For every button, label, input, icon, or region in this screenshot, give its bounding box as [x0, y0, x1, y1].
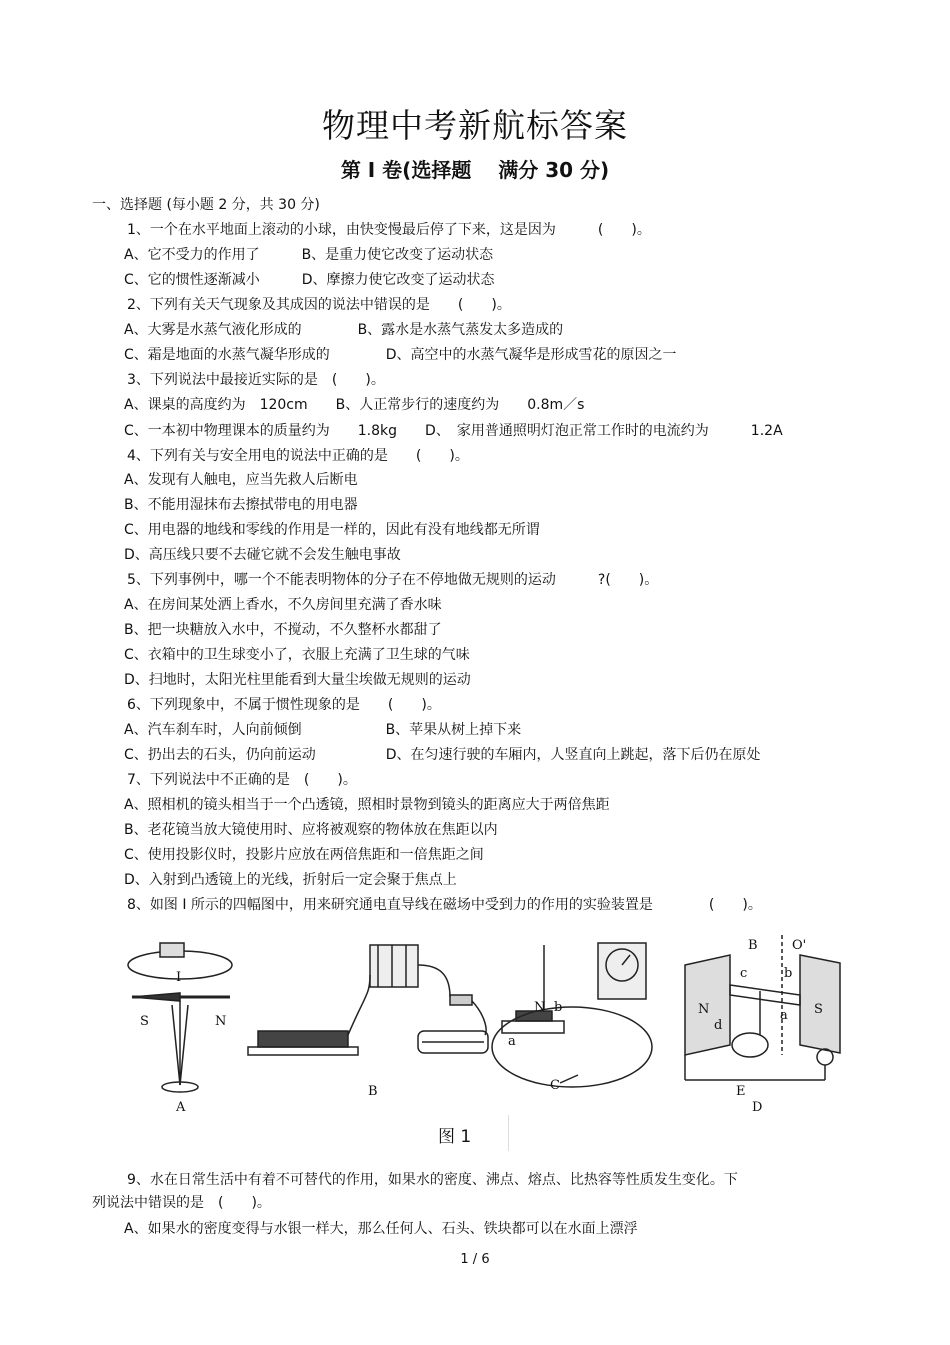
figure-label-b: B: [368, 1084, 378, 1099]
question-line: 2、下列有关天气现象及其成因的说法中错误的是 ( )。: [127, 297, 511, 313]
apparatus-c: [492, 943, 652, 1087]
figure-mark: a: [780, 1008, 788, 1023]
figure-mark: b: [554, 1000, 563, 1015]
figure-mark: O': [792, 938, 807, 953]
figure-mark: c: [740, 966, 748, 981]
figure-label-d: D: [752, 1100, 763, 1115]
figure-caption: 图 1: [438, 1127, 472, 1147]
question-line: 4、下列有关与安全用电的说法中正确的是 ( )。: [127, 448, 469, 464]
figure-mark: N: [534, 1000, 546, 1015]
page-title: 物理中考新航标答案: [322, 106, 628, 145]
figure-mark: d: [714, 1018, 723, 1033]
option-line: A、在房间某处洒上香水，不久房间里充满了香水味: [124, 597, 442, 613]
option-line: D、高压线只要不去碰它就不会发生触电事故: [124, 547, 401, 563]
question-line: 9、水在日常生活中有着不可替代的作用，如果水的密度、沸点、熔点、比热容等性质发生变化。下: [127, 1172, 738, 1188]
figure-mark: N: [215, 1014, 227, 1029]
figure-mark: a: [508, 1034, 516, 1049]
figure-label-c: C: [550, 1078, 560, 1093]
figure-mark: b: [784, 966, 793, 981]
page-number: 1 / 6: [460, 1252, 490, 1267]
option-line: A、汽车刹车时，人向前倾倒 B、苹果从树上掉下来: [124, 722, 522, 738]
section-heading: 一、选择题 (每小题 2 分，共 30 分): [92, 197, 320, 213]
question-line: 7、下列说法中不正确的是 ( )。: [127, 772, 357, 788]
option-line: C、霜是地面的水蒸气凝华形成的 D、高空中的水蒸气凝华是形成雪花的原因之一: [124, 347, 677, 363]
option-line: A、它不受力的作用了 B、是重力使它改变了运动状态: [124, 247, 494, 263]
figure-label-a: A: [176, 1100, 186, 1115]
option-line: A、照相机的镜头相当于一个凸透镜，照相时景物到镜头的距离应大于两倍焦距: [124, 797, 610, 813]
option-line: C、扔出去的石头，仍向前运动 D、在匀速行驶的车厢内，人竖直向上跳起，落下后仍在原处: [124, 747, 761, 763]
figure-mark: N: [698, 1002, 710, 1017]
option-line: C、它的惯性逐渐减小 D、摩擦力使它改变了运动状态: [124, 272, 495, 288]
option-line: C、一本初中物理课本的质量约为 1.8kg D、 家用普通照明灯泡正常工作时的电流约为 1.2A: [124, 423, 783, 439]
option-line: D、扫地时，太阳光柱里能看到大量尘埃做无规则的运动: [124, 672, 471, 688]
option-line: C、使用投影仪时，投影片应放在两倍焦距和一倍焦距之间: [124, 847, 484, 863]
option-line: C、用电器的地线和零线的作用是一样的，因此有没有地线都无所谓: [124, 522, 540, 538]
figure-mark: I: [176, 970, 182, 985]
question-line: 3、下列说法中最接近实际的是 ( )。: [127, 372, 385, 388]
option-line: D、入射到凸透镜上的光线，折射后一定会聚于焦点上: [124, 872, 457, 888]
option-line: A、课桌的高度约为 120cm B、人正常步行的速度约为 0.8m／s: [124, 397, 585, 413]
figure-apparatus: [120, 935, 850, 1115]
option-line: A、如果水的密度变得与水银一样大，那么任何人、石头、铁块都可以在水面上漂浮: [124, 1221, 638, 1237]
question-line: 6、下列现象中，不属于惯性现象的是 ( )。: [127, 697, 441, 713]
option-line: B、老花镜当放大镜使用时、应将被观察的物体放在焦距以内: [124, 822, 498, 838]
option-line: B、把一块糖放入水中，不搅动，不久整杯水都甜了: [124, 622, 442, 638]
figure-mark: S: [814, 1002, 823, 1017]
question-line: 列说法中错误的是 ( )。: [92, 1195, 271, 1211]
option-line: B、不能用湿抹布去擦拭带电的用电器: [124, 497, 358, 513]
question-line: 5、下列事例中，哪一个不能表明物体的分子在不停地做无规则的运动 ?( )。: [127, 572, 659, 588]
option-line: A、发现有人触电，应当先救人后断电: [124, 472, 358, 488]
divider: [508, 1115, 509, 1151]
question-line: 1、一个在水平地面上滚动的小球，由快变慢最后停了下来，这是因为 ( )。: [127, 222, 651, 238]
question-line: 8、如图 I 所示的四幅图中，用来研究通电直导线在磁场中受到力的作用的实验装置是 ( )。: [127, 897, 762, 913]
option-line: A、大雾是水蒸气液化形成的 B、露水是水蒸气蒸发太多造成的: [124, 322, 564, 338]
option-line: C、衣箱中的卫生球变小了，衣服上充满了卫生球的气味: [124, 647, 470, 663]
section-subtitle: 第 I 卷(选择题 满分 30 分): [340, 158, 610, 182]
figure-mark: B: [748, 938, 758, 953]
figure-mark: E: [736, 1084, 746, 1099]
apparatus-b: [248, 945, 488, 1055]
figure-mark: S: [140, 1014, 149, 1029]
